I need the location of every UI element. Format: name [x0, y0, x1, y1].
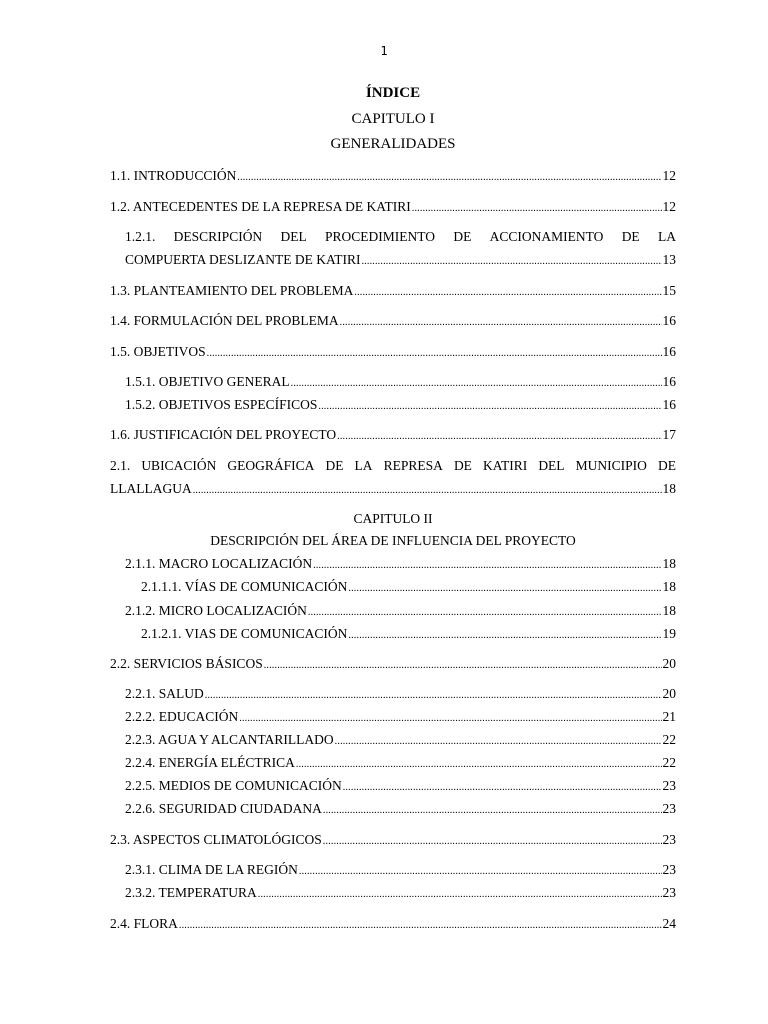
toc-entry-word: LA: [354, 458, 373, 473]
toc-entry[interactable]: [125, 685, 676, 705]
toc-entry-page: 23: [662, 885, 676, 900]
toc-entry-page: 17: [662, 427, 676, 442]
dot-leader: [205, 687, 662, 705]
dot-leader: [354, 284, 661, 302]
dot-leader: [239, 710, 661, 728]
toc-entry[interactable]: [110, 426, 676, 446]
toc-entry-label: LLALLAGUA: [110, 481, 192, 496]
toc-entry-word: PROCEDIMIENTO: [325, 229, 436, 244]
toc-entry-page: 16: [662, 313, 676, 328]
dot-leader: [296, 756, 662, 774]
toc-entry-page: 18: [662, 556, 676, 571]
toc-entry-word: DE: [453, 229, 472, 244]
toc-entry[interactable]: [141, 578, 676, 598]
chapter-1-subtitle: GENERALIDADES: [330, 136, 456, 152]
toc-entry-page: 12: [662, 199, 676, 214]
dot-leader: [291, 375, 662, 393]
dot-leader: [318, 398, 661, 416]
dot-leader: [361, 253, 661, 271]
dot-leader: [258, 886, 662, 904]
dot-leader: [412, 200, 662, 218]
toc-entry-page: 16: [662, 397, 676, 412]
toc-entry-label: 1.3. PLANTEAMIENTO DEL PROBLEMA: [110, 283, 354, 298]
toc-entry[interactable]: [125, 731, 676, 751]
toc-entry[interactable]: [141, 625, 676, 645]
dot-leader: [179, 917, 662, 935]
dot-leader: [207, 345, 662, 363]
dot-leader: [348, 627, 661, 645]
toc-entry-label: 2.2. SERVICIOS BÁSICOS: [110, 656, 263, 671]
dot-leader: [264, 657, 662, 675]
toc-entry[interactable]: [110, 480, 676, 500]
toc-entry-label: 2.2.4. ENERGÍA ELÉCTRICA: [125, 755, 295, 770]
toc-entry-word: DEL: [538, 458, 565, 473]
toc-entry-label: 2.2.2. EDUCACIÓN: [125, 709, 239, 724]
toc-entry-page: 16: [662, 374, 676, 389]
dot-leader: [337, 428, 661, 446]
toc-entry-word: KATIRI: [483, 458, 528, 473]
toc-entry-label: 1.5.2. OBJETIVOS ESPECÍFICOS: [125, 397, 318, 412]
toc-entry-label: 1.5. OBJETIVOS: [110, 344, 206, 359]
toc-entry[interactable]: [125, 754, 676, 774]
toc-entry[interactable]: [125, 396, 676, 416]
dot-leader: [335, 733, 662, 751]
toc-entry-page: 23: [662, 801, 676, 816]
toc-entry[interactable]: [110, 198, 676, 218]
toc-entry-label: 2.1.1. MACRO LOCALIZACIÓN: [125, 556, 313, 571]
toc-entry-page: 22: [662, 732, 676, 747]
toc-entry[interactable]: [110, 831, 676, 851]
toc-entry-page: 23: [662, 862, 676, 877]
toc-entry-page: 18: [662, 579, 676, 594]
toc-entry-page: 21: [662, 709, 676, 724]
toc-entry-label: 2.3. ASPECTOS CLIMATOLÓGICOS: [110, 832, 322, 847]
toc-entry-label: 2.3.2. TEMPERATURA: [125, 885, 257, 900]
toc-entry-label: 2.2.1. SALUD: [125, 686, 204, 701]
toc-entry-word: LA: [657, 229, 676, 244]
toc-entry-label: 2.4. FLORA: [110, 916, 178, 931]
toc-entry[interactable]: [110, 915, 676, 935]
toc-entry[interactable]: [110, 312, 676, 332]
dot-leader: [313, 557, 661, 575]
toc-entry-label: 2.2.6. SEGURIDAD CIUDADANA: [125, 801, 322, 816]
toc-entry-page: 23: [662, 778, 676, 793]
toc-entry-word: DE: [621, 229, 640, 244]
toc-entry[interactable]: [110, 343, 676, 363]
dot-leader: [348, 580, 661, 598]
toc-entry-page: 20: [662, 656, 676, 671]
dot-leader: [343, 779, 662, 797]
index-title: ÍNDICE: [365, 85, 421, 101]
toc-entry-word: UBICACIÓN: [141, 458, 217, 473]
toc-entry-label: 2.2.3. AGUA Y ALCANTARILLADO: [125, 732, 334, 747]
toc-entry-word: GEOGRÁFICA: [227, 458, 315, 473]
toc-entry[interactable]: [110, 167, 676, 187]
toc-entry-page: 23: [662, 832, 676, 847]
dot-leader: [323, 833, 662, 851]
toc-entry-page: 16: [662, 344, 676, 359]
toc-entry[interactable]: [110, 655, 676, 675]
toc-entry-label: 1.2. ANTECEDENTES DE LA REPRESA DE KATIRI: [110, 199, 411, 214]
toc-entry[interactable]: [125, 373, 676, 393]
toc-entry-word: DE: [657, 458, 676, 473]
toc-entry-word: 1.2.1.: [125, 229, 156, 244]
dot-leader: [299, 863, 662, 881]
dot-leader: [193, 482, 662, 500]
toc-entry-page: 12: [662, 168, 676, 183]
dot-leader: [340, 314, 662, 332]
toc-entry-word: 2.1.: [110, 458, 131, 473]
chapter-1-heading: CAPITULO I: [351, 111, 435, 127]
toc-entry-page: 13: [662, 252, 676, 267]
toc-entry-label: 1.5.1. OBJETIVO GENERAL: [125, 374, 290, 389]
chapter-2-heading: CAPITULO II: [353, 511, 433, 526]
toc-entry-label: 2.3.1. CLIMA DE LA REGIÓN: [125, 862, 298, 877]
toc-entry[interactable]: [125, 602, 676, 622]
toc-entry-page: 19: [662, 626, 676, 641]
dot-leader: [323, 802, 662, 820]
toc-entry-page: 20: [662, 686, 676, 701]
dot-leader: [237, 169, 661, 187]
toc-entry-justified-line[interactable]: [110, 457, 676, 475]
toc-entry-word: DE: [453, 458, 472, 473]
toc-entry[interactable]: [125, 555, 676, 575]
page-number: 1: [380, 44, 388, 58]
toc-entry[interactable]: [110, 282, 676, 302]
toc-entry-label: 2.1.2. MICRO LOCALIZACIÓN: [125, 603, 307, 618]
toc-entry-word: DESCRIPCIÓN: [173, 229, 263, 244]
toc-entry-word: DEL: [280, 229, 307, 244]
toc-entry-word: MUNICIPIO: [575, 458, 647, 473]
toc-entry[interactable]: [125, 884, 676, 904]
toc-entry-label: 1.4. FORMULACIÓN DEL PROBLEMA: [110, 313, 339, 328]
toc-entry[interactable]: [125, 251, 676, 271]
toc-entry-word: REPRESA: [383, 458, 443, 473]
toc-entry-justified-line[interactable]: [125, 228, 676, 246]
toc-entry-label: 2.2.5. MEDIOS DE COMUNICACIÓN: [125, 778, 342, 793]
toc-entry-page: 15: [662, 283, 676, 298]
toc-entry-label: 1.6. JUSTIFICACIÓN DEL PROYECTO: [110, 427, 337, 442]
toc-entry-page: 22: [662, 755, 676, 770]
toc-entry[interactable]: [125, 800, 676, 820]
toc-entry-word: ACCIONAMIENTO: [489, 229, 604, 244]
toc-entry-label: 2.1.1.1. VÍAS DE COMUNICACIÓN: [141, 579, 348, 594]
toc-entry[interactable]: [125, 861, 676, 881]
toc-entry-word: DE: [325, 458, 344, 473]
toc-entry[interactable]: [125, 777, 676, 797]
toc-entry-label: 1.1. INTRODUCCIÓN: [110, 168, 237, 183]
toc-entry-label: COMPUERTA DESLIZANTE DE KATIRI: [125, 252, 361, 267]
dot-leader: [308, 604, 662, 622]
chapter-2-subtitle: DESCRIPCIÓN DEL ÁREA DE INFLUENCIA DEL PROYECTO: [210, 533, 576, 548]
toc-entry-page: 18: [662, 481, 676, 496]
toc-entry-page: 24: [662, 916, 676, 931]
toc-entry[interactable]: [125, 708, 676, 728]
toc-entry-label: 2.1.2.1. VIAS DE COMUNICACIÓN: [141, 626, 348, 641]
toc-entry-page: 18: [662, 603, 676, 618]
